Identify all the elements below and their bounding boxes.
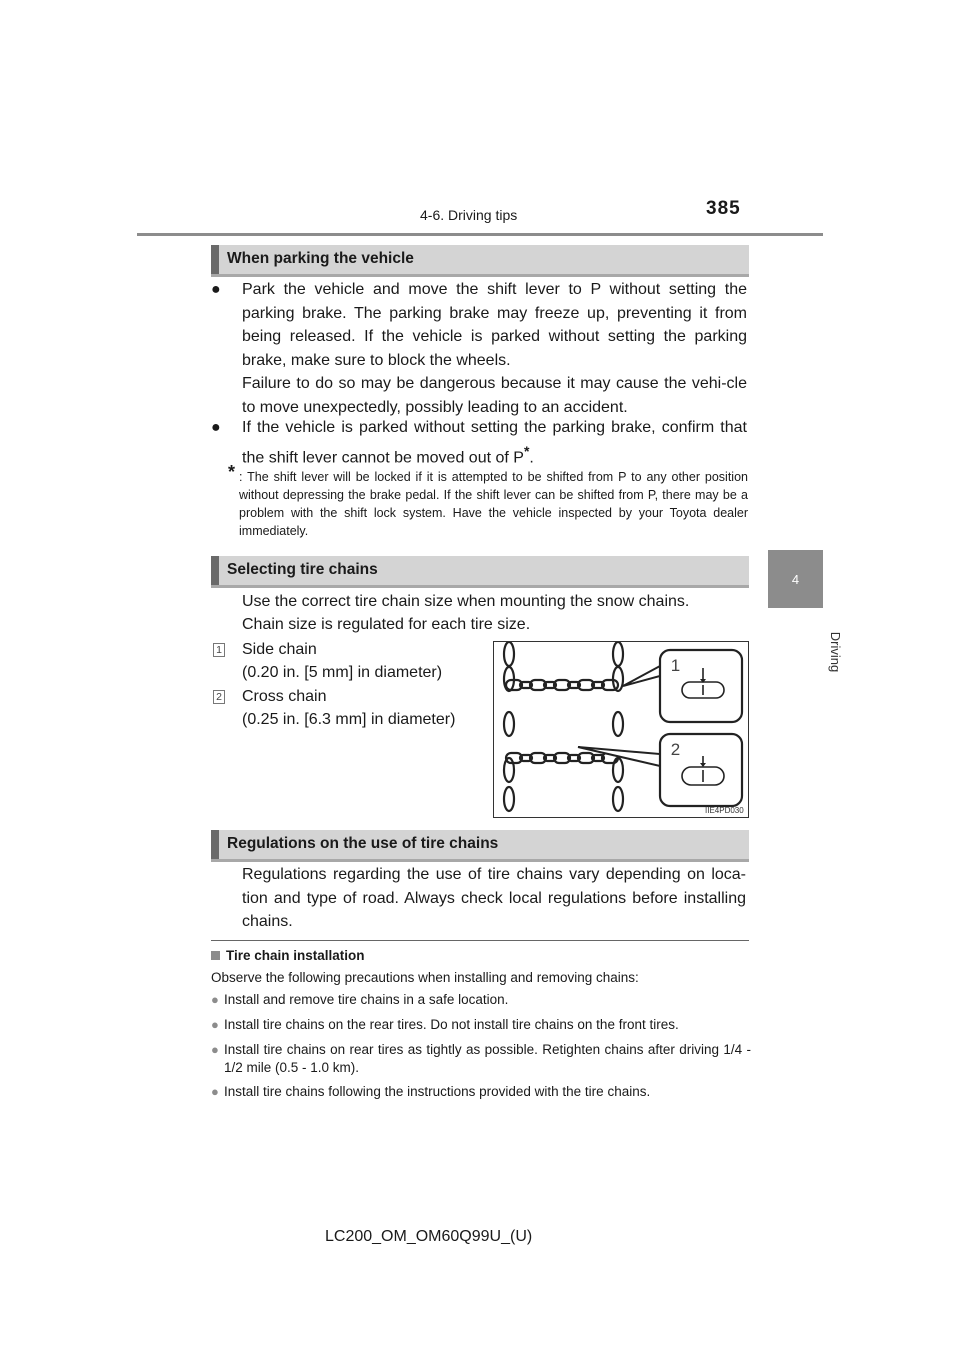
bullet-icon: ● (211, 1042, 219, 1057)
list-item (211, 1016, 751, 1034)
bullet-icon: ● (211, 1084, 219, 1099)
divider (211, 940, 749, 941)
subsection-title (211, 948, 365, 963)
bullet-text: Park the vehicle and move the shift lever to P without setting the parking brake. The parking brake may freeze up, preventing it from being released. If the vehicle is parked without setting the parking brake, make sure to block the wheels. (242, 281, 747, 369)
footnote-text: : The shift lever will be locked if it is attempted to be shifted from P to any other position without depressing the brake pedal. If the shift lever can be shifted from P, there may be a problem with the shift lock system. Have the vehicle inspected by your Toyota dealer immediately. (239, 470, 748, 538)
bullet-text: Install tire chains on rear tires as tightly as possible. Retighten chains after driving 1/4 - 1/2 mile (0.5 - 1.0 km). (224, 1042, 751, 1075)
item-side-chain (242, 638, 482, 684)
bullet-icon: ● (211, 281, 221, 298)
square-bullet-icon (211, 951, 220, 960)
item-detail: (0.20 in. [5 mm] in diameter) (242, 664, 443, 681)
bullet-text: If the vehicle is parked without setting the parking brake, confirm that the shift lever cannot be moved out of P (242, 419, 747, 466)
item-name: Cross chain (242, 688, 327, 705)
bullet-text: Install tire chains following the instructions provided with the tire chains. (224, 1084, 651, 1099)
selecting-intro-line2: Chain size is regulated for each tire size. (242, 616, 531, 633)
regulations-text: Regulations regarding the use of tire chains vary depending on loca-tion and type of road. Always check local regulations before installing chains. (242, 866, 746, 930)
callout-number-1: 1 (213, 643, 225, 657)
list-item (211, 991, 751, 1009)
section-heading-selecting: Selecting tire chains (211, 556, 749, 585)
chapter-number: 4 (791, 572, 800, 587)
figure-code: IIE4PD030 (705, 806, 744, 815)
section-heading-parking: When parking the vehicle (211, 245, 749, 274)
bullet-icon: ● (211, 419, 221, 436)
bullet-text: Install tire chains on the rear tires. Do not install tire chains on the front tires. (224, 1017, 679, 1032)
figure-callout-1: 1 (670, 656, 681, 675)
bullet-icon: ● (211, 992, 219, 1007)
list-item (211, 278, 747, 372)
list-item (211, 1041, 751, 1077)
list-item (211, 416, 747, 469)
header-section-title: 4-6. Driving tips (420, 207, 518, 223)
item-cross-chain (242, 685, 482, 731)
callout-number-2: 2 (213, 690, 225, 704)
bullet-icon: ● (211, 1017, 219, 1032)
item-name: Side chain (242, 641, 317, 658)
document-code: LC200_OM_OM60Q99U_(U) (325, 1228, 533, 1245)
page-number: 385 (706, 198, 741, 219)
chapter-label: Driving (828, 631, 843, 673)
tire-chain-illustration (494, 642, 748, 817)
bullet-text: Failure to do so may be dangerous because it may cause the vehi-cle to move unexpectedly, possibly leading to an accident. (242, 375, 747, 416)
asterisk-mark: * (523, 442, 530, 459)
selecting-intro-line1: Use the correct tire chain size when mounting the snow chains. (242, 593, 690, 610)
bullet-text: Install and remove tire chains in a safe location. (224, 992, 509, 1007)
item-detail: (0.25 in. [6.3 mm] in diameter) (242, 711, 456, 728)
section-heading-regulations: Regulations on the use of tire chains (211, 830, 749, 859)
header-divider (137, 233, 823, 236)
tire-chain-figure (493, 641, 749, 818)
subsection-title-text: Tire chain installation (226, 948, 365, 963)
period: . (529, 448, 534, 466)
list-item (211, 1083, 751, 1101)
installation-intro: Observe the following precautions when installing and removing chains: (211, 970, 639, 985)
asterisk-mark: * (228, 462, 236, 482)
list-item-continuation (211, 372, 747, 419)
figure-callout-2: 2 (670, 740, 681, 759)
footnote (228, 462, 748, 540)
